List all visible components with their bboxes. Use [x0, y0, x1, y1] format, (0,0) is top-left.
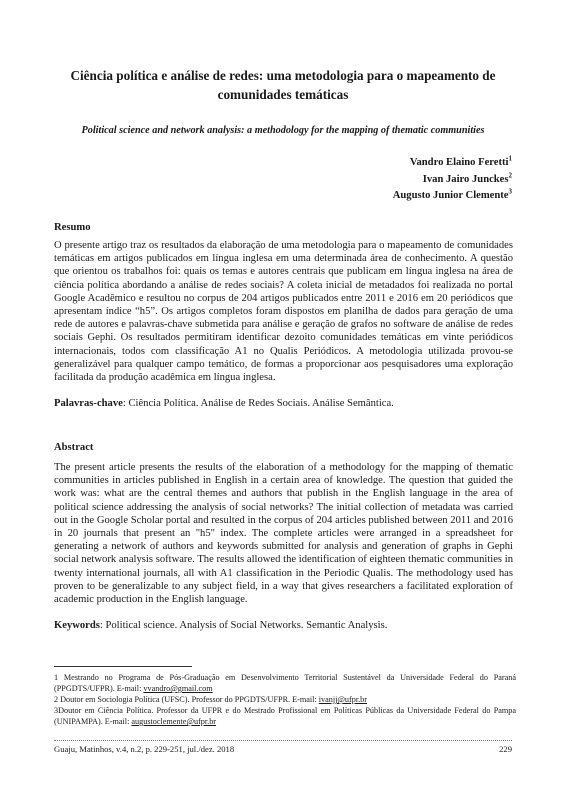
- abstract-keywords: [54, 619, 513, 632]
- page-number: 229: [499, 744, 512, 754]
- abstract-body: The present article presents the results of the elaboration of a methodology for the mapping of thematic communities in articles published in English in a certain area of knowledge. The question that guided the work was: what are the central themes and authors that publish in the English language in the area of political science addressing the analysis of social networks? The initial collection of metadata was carried out in the Google Scholar portal and resulted in the corpus of 204 articles published between 2011 and 2016 in 20 journals that present an "h5" index. The complete articles were arranged in a spreadsheet for generating a network of authors and keywords submitted for analysis and generation of graphs in Gephi social network analysis software. The results allowed the identification of eighteen thematic communities in twenty international journals, all with A1 classification in the Periodic Qualis. The methodology used has proven to be generalizable to any subject field, in a way that gives researchers a facilitated exploration of academic production in the English language.: [54, 462, 513, 606]
- keywords-en: : Political science. Analysis of Social Networks. Semantic Analysis.: [99, 620, 388, 631]
- author-3: Augusto Junior Clemente$^3$: [392, 187, 512, 202]
- page-footer: [54, 744, 512, 755]
- footnotes: [54, 672, 516, 727]
- footer-divider: [54, 740, 512, 741]
- abstract-heading: Abstract: [54, 442, 94, 453]
- journal-citation: Guaju, Matinhos, v.4, n.2, p. 229-251, jul./dez. 2018: [54, 744, 235, 754]
- footnote-2-email[interactable]: ivanjj@ufpr.br: [318, 695, 367, 704]
- resumo-keywords: [54, 397, 513, 410]
- keywords-pt: : Ciência Política. Análise de Redes Sociais. Análise Semântica.: [122, 398, 394, 409]
- keywords-label-en: Keywords: [54, 620, 100, 631]
- author-1: Vandro Elaino Feretti$^1$: [409, 154, 512, 168]
- article-subtitle-english: Political science and network analysis: a methodology for the mapping of thematic communities: [81, 125, 485, 136]
- author-2: Ivan Jairo Junckes$^2$: [422, 171, 512, 185]
- resumo-body: O presente artigo traz os resultados da elaboração de uma metodologia para o mapeamento de comunidades temáticas em artigos publicados em língua inglesa em uma determinada área de conhecimento. A questão que orientou os trabalhos foi: quais os temas e autores centrais que publicam em língua inglesa na área de ciência política abordando a análise de redes sociais? A coleta inicial de metadados foi realizada no portal Google Acadêmico e resultou no corpus de 204 artigos publicados entre 2011 e 2016 em 20 periódicos que apresentam índice “h5”. Os artigos completos foram dispostos em planilha de dados para geração de uma rede de autores e palavras-chave submetida para análise e geração de grafos no software de análise de redes sociais Gephi. Os resultados permitiram identificar dezoito comunidades temáticas em vinte periódicos internacionais, todos com classificação A1 no Qualis Periódicos. A metodologia utilizada provou-se generalizável para qualquer campo temático, de formas a proporcionar aos pesquisadores uma exploração facilitada da produção acadêmica em língua inglesa.: [54, 240, 513, 384]
- footnote-3: 3Doutor em Ciência Política. Professor da UFPR e do Mestrado Profissional em Políticas Públicas da Universidade Federal do Pampa (UNIPAMPA). E-mail: augustoclemente@ufpr.br: [54, 706, 516, 726]
- author-list: [393, 155, 512, 205]
- keywords-label-pt: Palavras-chave: [54, 398, 123, 409]
- footnote-divider: [54, 666, 192, 667]
- article-title: Ciência política e análise de redes: uma metodologia para o mapeamento de comunidades temáticas: [70, 68, 496, 102]
- footnote-1-email[interactable]: vvandro@gmail.com: [143, 684, 213, 693]
- footnote-3-email[interactable]: augustoclemente@ufpr.br: [131, 717, 217, 726]
- resumo-heading: Resumo: [54, 222, 91, 233]
- footnote-2: 2 Doutor em Sociologia Política (UFSC). Professor do PPGDTS/UFPR. E-mail: ivanjj@ufpr.br: [54, 695, 367, 704]
- footnote-1: 1 Mestrando no Programa de Pós-Graduação em Desenvolvimento Territorial Sustentável da Universidade Federal do Paraná (PPGDTS/UFPR). E-mail: vvandro@gmail.com: [54, 673, 516, 693]
